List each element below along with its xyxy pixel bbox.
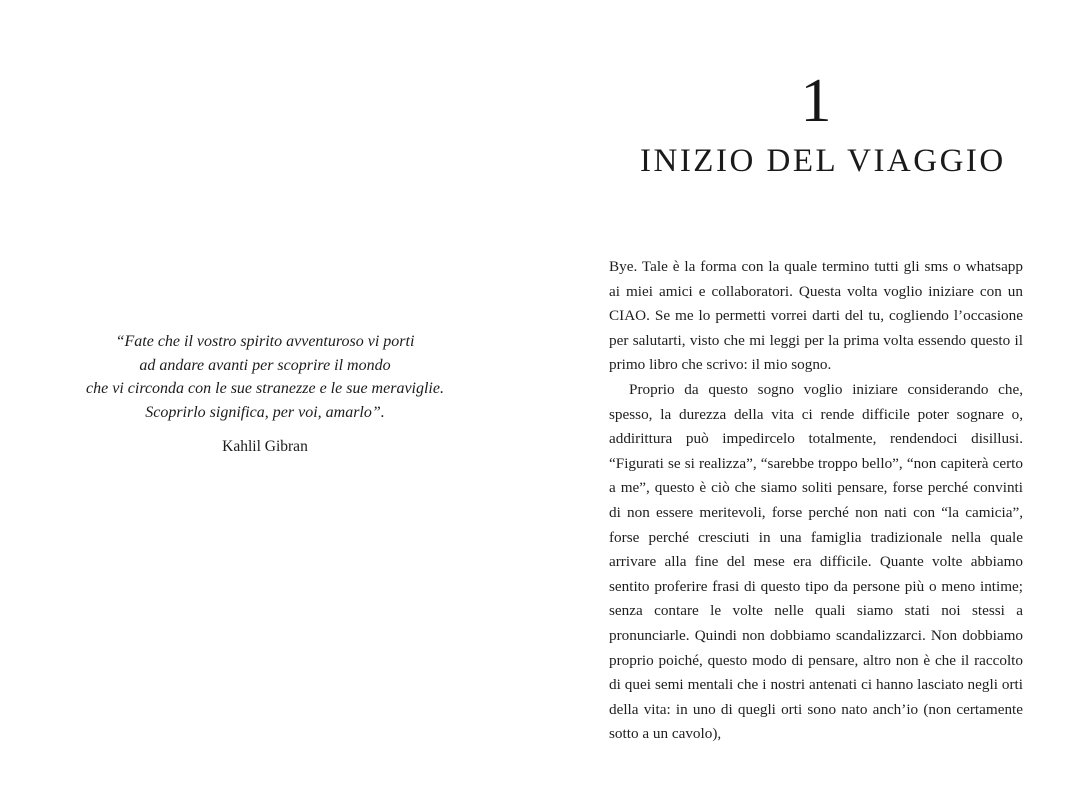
- epigraph-author: Kahlil Gibran: [222, 438, 308, 455]
- paragraph: Bye. Tale è la forma con la quale termino tutti gli sms o whatsapp ai miei amici e collaboratori. Questa volta voglio iniziare con un CIAO. Se me lo permetti vorrei darti del tu, cogliendo l’occasione per salutarti, visto che mi leggi per la prima volta essendo questo il primo libro che scrivo: il mio sogno.: [609, 258, 1023, 374]
- paragraph: Proprio da questo sogno voglio iniziare considerando che, spesso, la durezza della vita ci rende difficile poter sognare o, addirittura può impedircelo totalmente, rendendoci disillusi. “Figurati se si realizza”, “sarebbe troppo bello”, “non capiterà certo a me”, questo è ciò che siamo soliti pensare, forse perché convinti di non essere meritevoli, forse perché non nati con “la camicia”, forse perché cresciuti in una famiglia tradizionale nella quale arrivare alla fine del mese era difficile. Quante volte abbiamo sentito proferire frasi di questo tipo da persone più o meno intime; senza contare le volte nelle quali siamo stati noi stessi a pronunciarle. Quindi non dobbiamo scandalizzarci. Non dobbiamo proprio poiché, questo modo di pensare, altro non è che il raccolto di quei semi mentali che i nostri antenati ci hanno lasciato negli orti della vita: in uno di quegli orti sono nato anch’io (non certamente sotto a un cavolo),: [609, 380, 1023, 743]
- epigraph-line: ad andare avanti per scoprire il mondo: [139, 356, 391, 374]
- epigraph-line: che vi circonda con le sue stranezze e le sue meraviglie.: [86, 380, 444, 397]
- epigraph-line: Scoprirlo significa, per voi, amarlo”.: [145, 403, 385, 421]
- chapter-body: [609, 255, 1023, 747]
- epigraph-line: “Fate che il vostro spirito avventuroso vi porti: [115, 333, 415, 350]
- right-page: [540, 0, 1080, 810]
- chapter-title: INIZIO DEL VIAGGIO: [640, 143, 1006, 179]
- chapter-number: 1: [800, 67, 832, 135]
- epigraph: [40, 330, 490, 458]
